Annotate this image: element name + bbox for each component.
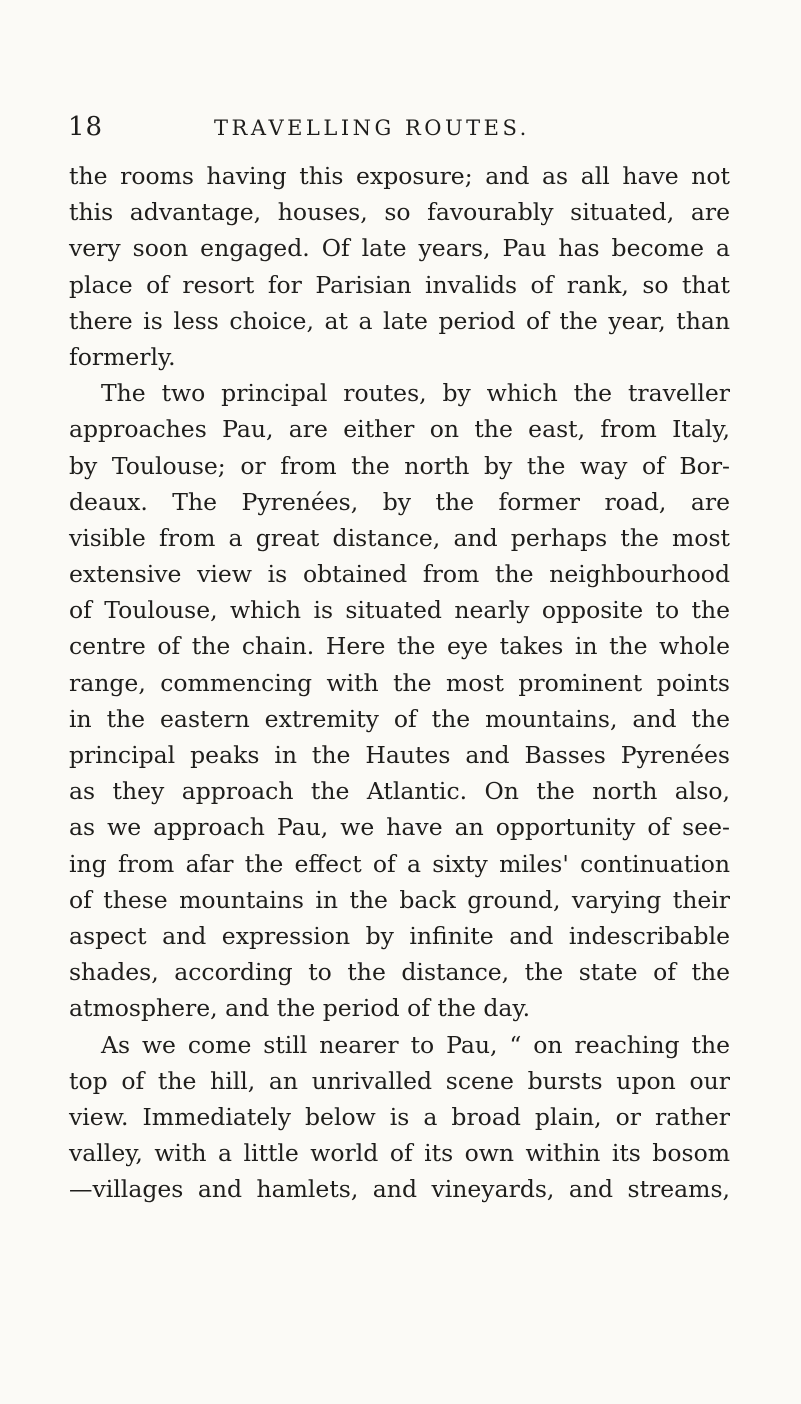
running-head: TRAVELLING ROUTES. [214,116,530,140]
text-line: centre of the chain. Here the eye takes in the whole [69,632,730,661]
text-line: principal peaks in the Hautes and Basses Pyrenées [69,741,730,769]
text-line: approaches Pau, are either on the east, from Italy, [69,415,730,444]
text-line: as they approach the Atlantic. On the north also, [69,777,730,806]
paragraph [69,158,730,375]
text-line: by Toulouse; or from the north by the way of Bor- [69,451,730,480]
text-line: of Toulouse, which is situated nearly opposite to the [69,596,730,625]
text-line: place of resort for Parisian invalids of rank, so that [69,270,730,299]
text-line: The two principal routes, by which the traveller [101,379,730,408]
text-line: in the eastern extremity of the mountains, and the [69,704,730,733]
text-line: this advantage, houses, so favourably situated, are [69,198,730,227]
text-line: valley, with a little world of its own within its bosom [69,1139,730,1168]
text-line: shades, according to the distance, the state of the [69,958,730,987]
text-line: atmosphere, and the period of the day. [69,994,531,1023]
text-line: there is less choice, at a late period of the year, than [69,306,730,335]
paragraph [69,1027,730,1208]
text-line: top of the hill, an unrivalled scene bursts upon our [69,1066,730,1095]
body-text [69,158,730,1207]
text-line: as we approach Pau, we have an opportunity of see- [69,813,730,842]
text-line: formerly. [69,342,176,371]
text-line: As we come still nearer to Pau, “ on reaching the [101,1030,730,1059]
text-line: view. Immediately below is a broad plain, or rather [69,1102,730,1131]
text-line: aspect and expression by infinite and indescribable [69,921,730,950]
text-line: extensive view is obtained from the neighbourhood [69,560,730,589]
text-line: visible from a great distance, and perhaps the most [69,523,730,552]
text-line: the rooms having this exposure; and as all have not [69,162,730,190]
text-line: —villages and hamlets, and vineyards, and streams, [69,1175,730,1204]
text-line: range, commencing with the most prominent points [69,668,730,697]
text-line: ing from afar the effect of a sixty miles' continuation [69,849,730,878]
page-header [0,112,801,152]
text-line: very soon engaged. Of late years, Pau has become a [69,234,730,263]
text-line: deaux. The Pyrenées, by the former road, are [69,487,730,516]
paragraph [69,375,730,1026]
text-line: of these mountains in the back ground, varying their [69,885,730,914]
page-number: 18 [68,112,104,142]
